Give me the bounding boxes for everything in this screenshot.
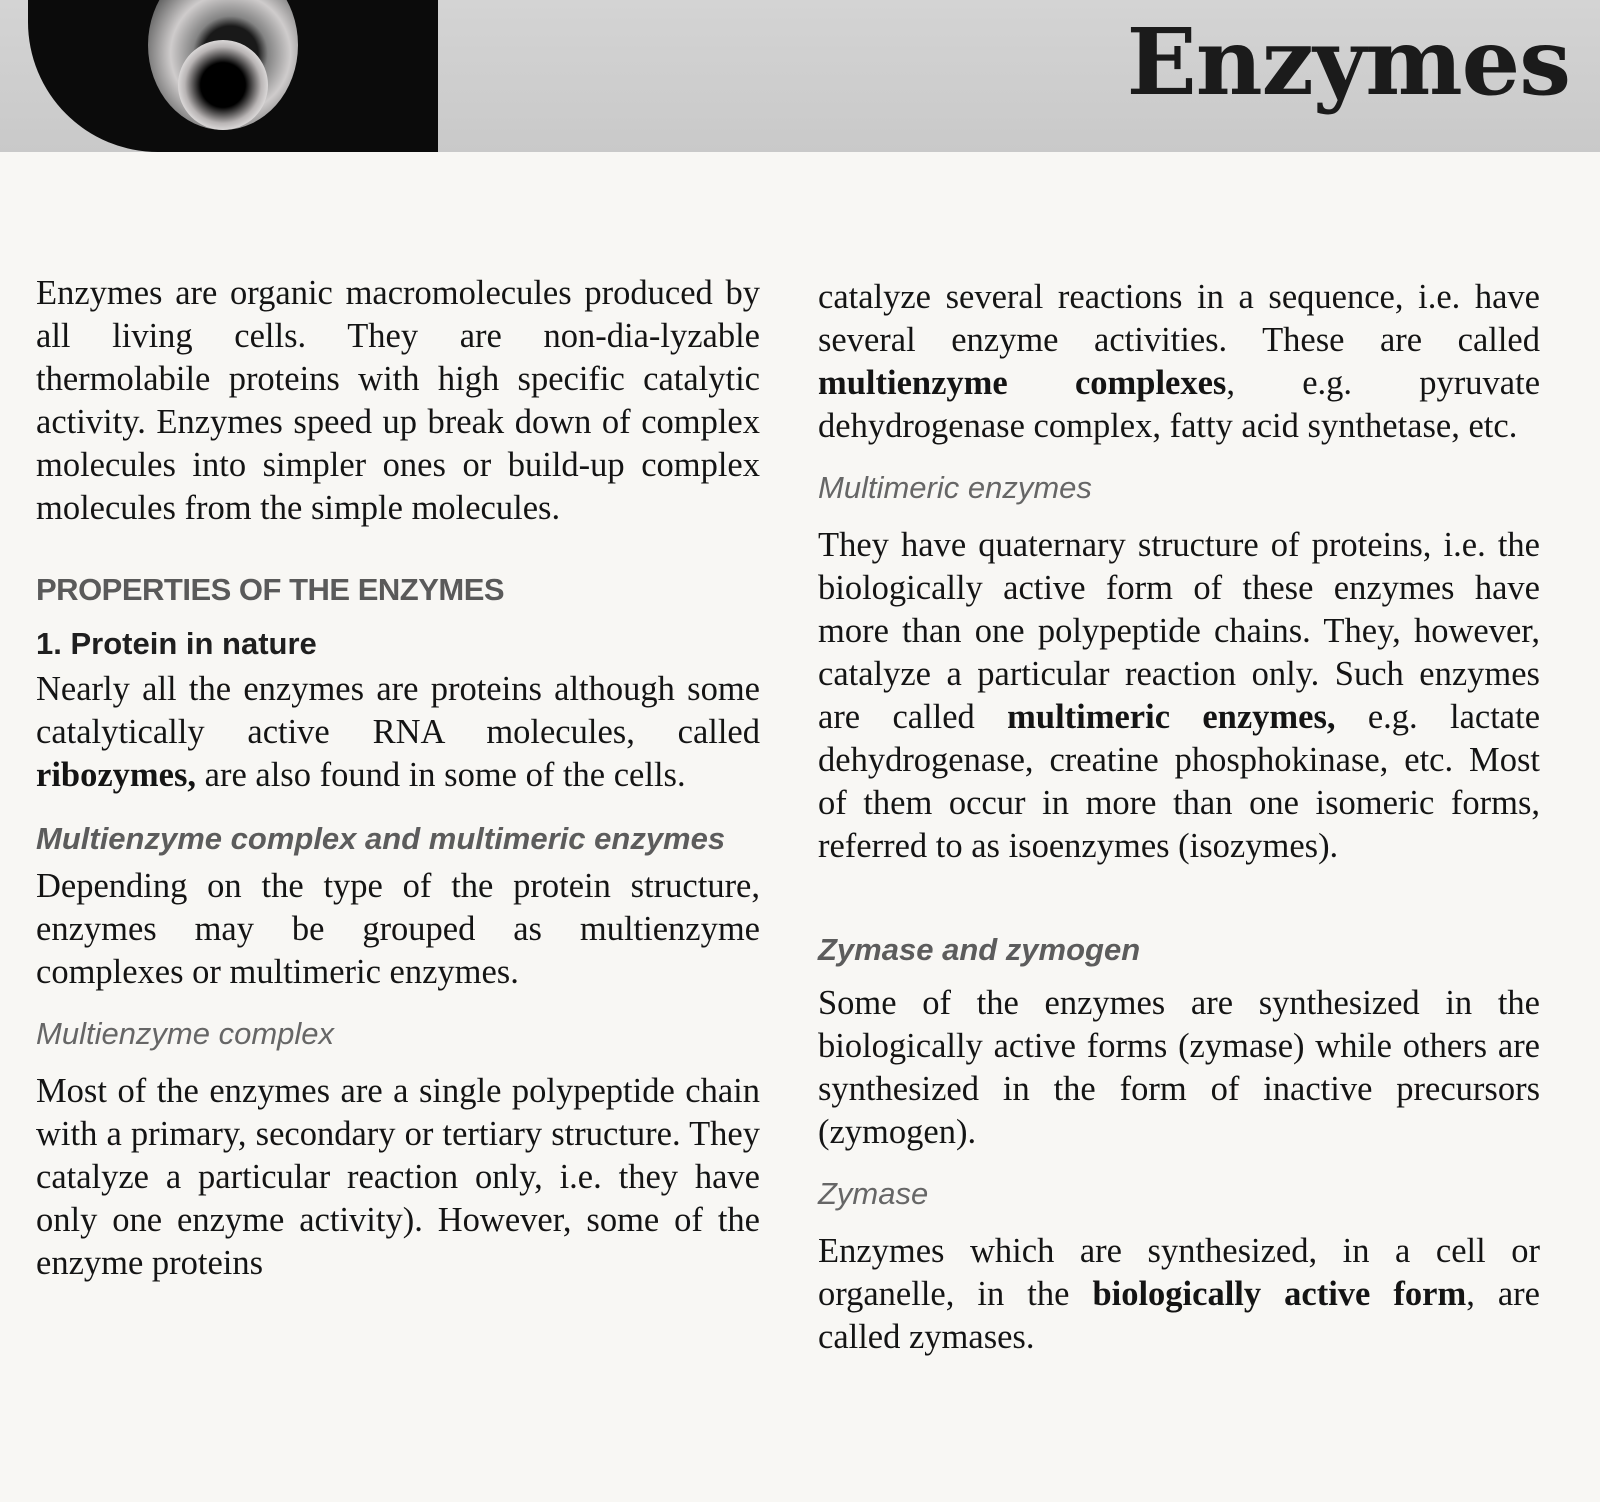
heading-zymase-zymogen: Zymase and zymogen	[818, 932, 1141, 967]
zymase-paragraph	[818, 1230, 1540, 1359]
heading-zymase: Zymase	[818, 1176, 929, 1211]
zymase-text-2: , are called zymases.	[818, 1275, 1540, 1356]
biologically-active-form-term: biologically active form	[1092, 1275, 1467, 1313]
multienzyme-complexes-term: multienzyme complexes	[818, 364, 1227, 402]
multimeric-enzymes-term: multimeric enzymes,	[1007, 698, 1336, 736]
heading-multienzyme-complex: Multienzyme complex	[36, 1016, 335, 1051]
tube-opening-image	[178, 40, 268, 130]
ribozymes-term: ribozymes,	[36, 756, 197, 794]
protein-text-1: Nearly all the enzymes are proteins although some catalytically active RNA molecules, called	[36, 670, 760, 751]
continuation-paragraph	[818, 276, 1540, 448]
multimeric-paragraph	[818, 524, 1540, 868]
heading-multienzyme-multimeric: Multienzyme complex and multimeric enzymes	[36, 821, 726, 856]
complex-paragraph: Most of the enzymes are a single polypeptide chain with a primary, secondary or tertiary structure. They catalyze a particular reaction only, i.e. they have only one enzyme activity). However, some of the enzyme proteins	[36, 1072, 760, 1282]
protein-text-2: are also found in some of the cells.	[196, 756, 686, 794]
left-column	[36, 272, 760, 1285]
header-photo	[28, 0, 438, 152]
subheading-protein-in-nature: 1. Protein in nature	[36, 626, 317, 661]
multi-paragraph: Depending on the type of the protein structure, enzymes may be grouped as multienzyme complexes or multimeric enzymes.	[36, 867, 760, 991]
right-column	[818, 276, 1540, 1359]
page-title: Enzymes	[1126, 8, 1570, 116]
heading-multimeric-enzymes: Multimeric enzymes	[818, 470, 1092, 505]
cont-text-2: , e.g. pyruvate dehydrogenase complex, fatty acid synthetase, etc.	[818, 364, 1541, 445]
multimeric-text-2: e.g. lactate dehydrogenase, creatine phosphokinase, etc. Most of them occur in more than one isomeric forms, referred to as isoenzymes (isozymes).	[818, 698, 1541, 865]
cont-text-1: catalyze several reactions in a sequence, i.e. have several enzyme activities. These are called	[818, 278, 1540, 359]
protein-paragraph	[36, 668, 760, 797]
section-heading-properties: PROPERTIES OF THE ENZYMES	[36, 572, 505, 607]
multimeric-text-1: They have quaternary structure of proteins, i.e. the biologically active form of these enzymes have more than one polypeptide chains. They, however, catalyze a particular reaction only. Such enzymes are called	[818, 526, 1540, 736]
zymase-zymogen-paragraph: Some of the enzymes are synthesized in the biologically active forms (zymase) while others are synthesized in the form of inactive precursors (zymogen).	[818, 984, 1540, 1151]
zymase-text-1: Enzymes which are synthesized, in a cell or organelle, in the	[818, 1232, 1540, 1313]
intro-paragraph: Enzymes are organic macromolecules produced by all living cells. They are non-dia-lyzable thermolabile proteins with high specific catalytic activity. Enzymes speed up break down of complex molecules into simpler ones or build-up complex molecules from the simple molecules.	[36, 274, 760, 527]
